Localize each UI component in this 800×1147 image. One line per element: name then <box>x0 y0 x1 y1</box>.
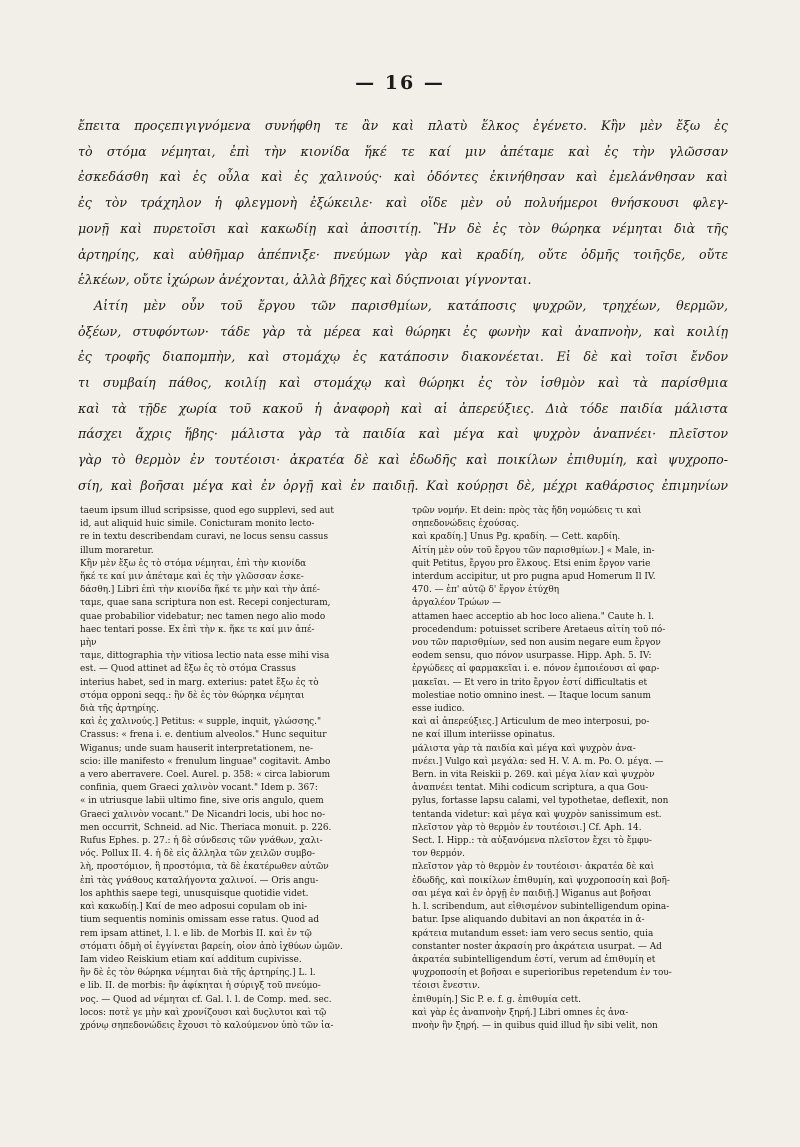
notes-left-line: scio: ille manifesto « frenulum linguae" cogitavit. Ambo <box>80 756 331 767</box>
main-text-line: ἀρτηρίης, καὶ αὐθῆμαρ ἀπέπνιξε· πνεύμων γὰρ καὶ κραδίη, οὔτε ὀδμῆς τοιῆςδε, οὔτε <box>78 246 728 262</box>
notes-left-line: Crassus: « frena i. e. dentium alveolos." Hunc sequitur <box>80 730 327 741</box>
notes-right-line: νου τῶν παρισθμίων, sed non ausim negare eum ἔργον <box>412 638 661 649</box>
main-text-line: τι συμβαίη πάθος, κοιλίῃ καὶ στομάχῳ καὶ θώρηκι ἐς τὸν ἰσθμὸν καὶ τὰ παρίσθμια <box>78 375 728 391</box>
notes-right-line: σηπεδονώδεις ἐχούσας. <box>412 519 520 530</box>
notes-right-line: 470. — ἐπ' αὐτῷ δ' ἔργον ἐτύχθη <box>412 585 560 596</box>
notes-right-line: tentanda videtur: καὶ μέγα καὶ ψυχρὸν sanissimum est. <box>412 809 662 820</box>
page-number: — 16 — <box>355 72 445 94</box>
notes-right-line: ἀργαλέον Τρώων — <box>412 598 501 609</box>
notes-left-line: est. — Quod attinet ad ἔξω ἐς τὸ στόμα Crassus <box>80 664 296 675</box>
main-text-line: σίη, καὶ βοῆσαι μέγα καὶ ἐν ὀργῇ καὶ ἐν παιδιῇ. Καὶ κούρῃσι δὲ, μέχρι καθάρσιος ἐπιμηνίων <box>78 477 728 493</box>
notes-left-line: tium sequentis nominis omissam esse ratus. Quod ad <box>80 915 320 926</box>
notes-right-line: ἐπιθυμίη.] Sic P. e. f. g. ἐπιθυμία cett. <box>412 994 581 1005</box>
main-text-line: πάσχει ἄχρις ἥβης· μάλιστα γὰρ τὰ παιδία καὶ μέγα καὶ ψυχρὸν ἀναπνέει· πλεῖστον <box>78 426 728 442</box>
notes-left-line: confinia, quem Graeci χαλινὸν vocant." Idem p. 367: <box>80 783 318 794</box>
main-text-line: ἐσκεδάσθη καὶ ἐς οὖλα καὶ ἐς χαλινούς· καὶ ὀδόντες ἐκινήθησαν καὶ ἐμελάνθησαν καὶ <box>78 169 728 185</box>
notes-left-line: στόμα opponi seqq.: ἢν δὲ ἐς τὸν θώρηκα νέμηται <box>80 690 305 701</box>
notes-left-line: Graeci χαλινὸν vocant." De Nicandri locis, ubi hoc no- <box>80 809 326 820</box>
notes-left-line: los aphthis saepe tegi, unusquisque quotidie videt. <box>80 888 309 899</box>
notes-right-line: ne καί illum interiisse opinatus. <box>412 730 556 741</box>
notes-right-line: constanter noster ἀκρασίη pro ἀκράτεια usurpat. — Ad <box>412 941 662 952</box>
notes-right-line: πλεῖστον γὰρ τὸ θερμὸν ἐν τουτέοισι· ἀκρατέα δὲ καὶ <box>412 862 655 873</box>
notes-right-line: καὶ γὰρ ἐς ἀναπνοὴν ξηρή.] Libri omnes ἐς ἀνα- <box>412 1007 629 1018</box>
main-text-line: ἑλκέων, οὔτε ἰχώρων ἀνέχονται, ἀλλὰ βῆχες καὶ δύςπνοιαι γίγνονται. <box>78 272 532 288</box>
notes-left-line: στόματι ὀδμὴ οἱ ἐγγίνεται βαρείη, οἷον ἀπὸ ἰχθύων ὠμῶν. <box>80 941 343 952</box>
main-greek-text <box>78 113 728 499</box>
notes-right-line: procedendum: potuisset scribere Aretaeus αἰτίη τοῦ πό- <box>412 624 666 635</box>
notes-left-line: quae probabilior videbatur; nec tamen nego alio modo <box>80 611 326 622</box>
notes-right-line: esse iudico. <box>412 704 465 715</box>
notes-right-line: eodem sensu, quo πόνον usurpasse. Hipp. Aph. 5. IV: <box>412 651 652 662</box>
notes-left-line: χρόνῳ σηπεδονώδεις ἔχουσι τὸ καλούμενον ὑπὸ τῶν ἰα- <box>80 1020 334 1031</box>
notes-left-line: e lib. II. de morbis: ἢν ἀφίκηται ἡ σύριγξ τοῦ πνεύμο- <box>80 981 321 992</box>
notes-right-line: ψυχροποσίη et βοῆσαι e superioribus repetendum ἐν του- <box>412 968 672 979</box>
notes-right-line: Sect. I. Hipp.: τὰ αὐξανόμενα πλεῖστον ἔχει τὸ ἔμφυ- <box>412 836 652 847</box>
notes-right-line: attamen haec acceptio ab hoc loco aliena." Caute h. l. <box>412 611 655 622</box>
notes-right-line: interdum accipitur, ut pro pugna apud Homerum Il IV. <box>412 572 656 583</box>
notes-right-line: πλεῖστον γὰρ τὸ θερμὸν ἐν τουτέοισι.] Cf. Aph. 14. <box>412 822 642 833</box>
notes-left-line: λὴ, προστόμιον, ἢ προστόμια, τὰ δὲ ἑκατέρωθεν αὐτῶν <box>80 862 329 873</box>
notes-left-line: διὰ τῆς ἀρτηρίης. <box>80 704 159 715</box>
notes-left-line: a vero aberravere. Coel. Aurel. p. 358: « circa labiorum <box>80 770 330 781</box>
notes-right-line: σαι μέγα καὶ ἐν ὀργῇ ἐν παιδιῇ.] Wiganus aut βοῆσαι <box>412 888 652 899</box>
main-text-line: τὸ στόμα νέμηται, ἐπὶ τὴν κιονίδα ἥκέ τε καί μιν ἀπέταμε καὶ ἐς τὴν γλῶσσαν <box>78 143 728 159</box>
notes-left-line: locos: ποτὲ γε μὴν καὶ χρονίζουσι καὶ δυςλυτοι καὶ τῷ <box>80 1007 327 1018</box>
notes-right-line: καὶ κραδίη.] Unus Pg. κραδίη. — Cett. καρδίη. <box>412 532 621 543</box>
main-text-line: ἐς τροφῆς διαπομπὴν, καὶ στομάχῳ ἐς κατάποσιν διακονέεται. Εἰ δὲ καὶ τοῖσι ἔνδον <box>78 349 728 365</box>
notes-left-line: ἢν δὲ ἐς τὸν θώρηκα νέμηται διὰ τῆς ἀρτηρίης.] L. l. <box>80 968 316 979</box>
notes-left-line: ἥκέ τε καί μιν ἀπέταμε καὶ ἐς τὴν γλῶσσαν ἐσκε- <box>80 572 304 583</box>
notes-right-line: μακεῖαι. — Et vero in trito ἔργον ἐστί difficultatis et <box>412 677 648 688</box>
notes-left-line: ταμε, dittographia τὴν vitiosa lectio nata esse mihi visa <box>80 651 330 662</box>
notes-left-line: id, aut aliquid huic simile. Conicturam monito lecto- <box>80 519 315 530</box>
notes-right-line: Bern. in vita Reiskii p. 269. καὶ μέγα λίαν καὶ ψυχρὸν <box>412 770 655 781</box>
notes-right-line: Αἰτίη μὲν οὖν τοῦ ἔργου τῶν παρισθμίων.] « Male, in- <box>412 545 655 556</box>
notes-left-line: Κἢν μὲν ἔξω ἐς τὸ στόμα νέμηται, ἐπὶ τὴν κιονίδα <box>80 558 307 569</box>
notes-left-line: Rufus Ephes. p. 27.: ἡ δὲ σύνδεσις τῶν γνάθων, χαλι- <box>80 836 323 847</box>
notes-left-line: Iam video Reiskium etiam καί additum cupivisse. <box>80 954 302 965</box>
notes-column-left <box>80 505 396 1033</box>
notes-right-line: ἀκρατέα subintelligendum ἐστί, verum ad ἐπιθυμίη et <box>412 954 656 965</box>
main-text-line: ὀξέων, στυφόντων· τάδε γὰρ τὰ μέρεα καὶ θώρηκι ἐς φωνὴν καὶ ἀναπνοὴν, καὶ κοιλίῃ <box>78 323 728 339</box>
notes-left-line: καὶ ἐς χαλινούς.] Petitus: « supple, inquit, γλώσσης." <box>80 717 322 728</box>
notes-right-line: ἐδωδῆς, καὶ ποικίλων ἐπιθυμίη, καὶ ψυχροποσίη καὶ βοῆ- <box>412 875 670 886</box>
notes-right-line: h. l. scribendum, aut εἰθισμένον subintelligendum opina- <box>412 902 670 913</box>
notes-left-line: καὶ κακωδίῃ.] Καί de meo adposui copulam ob ini- <box>80 902 308 913</box>
notes-left-line: taeum ipsum illud scripsisse, quod ego supplevi, sed aut <box>80 506 334 516</box>
notes-right-line: ἀναπνέει tentat. Mihi codicum scriptura, a qua Gou- <box>412 783 649 794</box>
main-text-line: ἔπειτα προςεπιγιγνόμενα συνήφθη τε ἂν καὶ πλατὺ ἕλκος ἐγένετο. Κἢν μὲν ἔξω ἐς <box>78 118 728 133</box>
notes-right-line: ἐργώδεες αἱ φαρμακεῖαι i. e. πόνον ἐμποιέουσι αἱ φαρ- <box>412 664 660 675</box>
notes-right-line: πνέει.] Vulgo καὶ μεγάλα: sed H. V. A. m. Po. O. μέγα. — <box>412 756 664 767</box>
notes-right-line: τέοισι ἔνεστιν. <box>412 981 481 992</box>
main-text-line: ἐς τὸν τράχηλον ἡ φλεγμονὴ ἐξώκειλε· καὶ οἵδε μὲν οὐ πολυήμεροι θνήσκουσι φλεγ- <box>78 195 728 211</box>
notes-right-line: κράτεια mutandum esset: iam vero secus sentio, quia <box>412 928 654 939</box>
notes-left-line: rem ipsam attinet, l. l. e lib. de Morbis II. καὶ ἐν τῷ <box>80 928 312 939</box>
notes-right-line: τον θερμόν. <box>412 849 465 860</box>
notes-left-line: re in textu describendam curavi, ne locus sensu cassus <box>80 532 329 543</box>
notes-left-line: νός. Pollux II. 4. ἡ δὲ εἰς ἄλληλα τῶν χειλῶν συμβο- <box>80 849 315 860</box>
notes-right-line: τρῶν νομήν. Et dein: πρὸς τὰς ἤδη νομώδεις τι καὶ <box>412 506 642 516</box>
notes-left-line: νος. — Quod ad νέμηται cf. Gal. l. l. de Comp. med. sec. <box>80 994 332 1005</box>
notes-left-line: men occurrit, Schneid. ad Nic. Theriaca monuit. p. 226. <box>80 822 332 833</box>
notes-right-line: καὶ αἱ ἀπερεύξιες.] Articulum de meo interposui, po- <box>412 717 650 728</box>
notes-right-line: batur. Ipse aliquando dubitavi an non ἀκρατέα in ἀ- <box>412 915 645 926</box>
notes-right-line: μάλιστα γὰρ τὰ παιδία καὶ μέγα καὶ ψυχρὸν ἀνα- <box>412 743 636 754</box>
notes-left-line: ἐπὶ τὰς γνάθους καταλήγοντα χαλινοί. — Oris angu- <box>80 875 319 886</box>
main-text-line: μονῇ καὶ πυρετοῖσι καὶ κακωδίῃ καὶ ἀποσιτίῃ. Ἢν δὲ ἐς τὸν θώρηκα νέμηται διὰ τῆς <box>78 220 728 236</box>
main-text-line: Αἰτίη μὲν οὖν τοῦ ἔργου τῶν παρισθμίων, κατάποσις ψυχρῶν, τρηχέων, θερμῶν, <box>94 297 728 313</box>
notes-column-right <box>412 505 728 1033</box>
notes-left-line: ταμε, quae sana scriptura non est. Recepi conjecturam, <box>80 598 331 609</box>
notes-right-line: pylus, fortasse lapsu calami, vel typothetae, deflexit, non <box>412 796 669 807</box>
notes-left-line: δάσθη.] Libri ἐπὶ τὴν κιονίδα ἥκέ τε μὴν καὶ τὴν ἀπέ- <box>80 585 320 596</box>
notes-left-line: « in utriusque labii ultimo fine, sive oris angulo, quem <box>80 796 324 807</box>
notes-right-line: πνοὴν ἢν ξηρή. — in quibus quid illud ἢν sibi velit, non <box>412 1020 658 1031</box>
notes-left-line: haec tentari posse. Ex ἐπὶ τὴν κ. ἥκε τε καί μιν ἀπέ- <box>80 624 315 635</box>
main-text-line: γὰρ τὸ θερμὸν ἐν τουτέοισι· ἀκρατέα δὲ καὶ ἐδωδῆς καὶ ποικίλων ἐπιθυμίη, καὶ ψυχροπο- <box>78 452 728 468</box>
notes-left-line: interius habet, sed in marg. exterius: patet ἔξω ἐς τὸ <box>80 677 319 688</box>
notes-right-line: molestiae notio omnino inest. — Itaque locum sanum <box>412 690 651 701</box>
notes-left-line: illum moraretur. <box>80 545 154 556</box>
notes-right-line: quit Petitus, ἔργου pro ἕλκους. Etsi enim ἔργον varie <box>412 558 651 569</box>
main-text-line: καὶ τὰ τῇδε χωρία τοῦ κακοῦ ἡ ἀναφορὴ καὶ αἱ ἀπερεύξιες. Διὰ τόδε παιδία μάλιστα <box>78 400 728 416</box>
notes-left-line: Wiganus; unde suam hauserit interpretationem, ne- <box>80 743 313 754</box>
notes-left-line: μὴν <box>80 638 97 649</box>
